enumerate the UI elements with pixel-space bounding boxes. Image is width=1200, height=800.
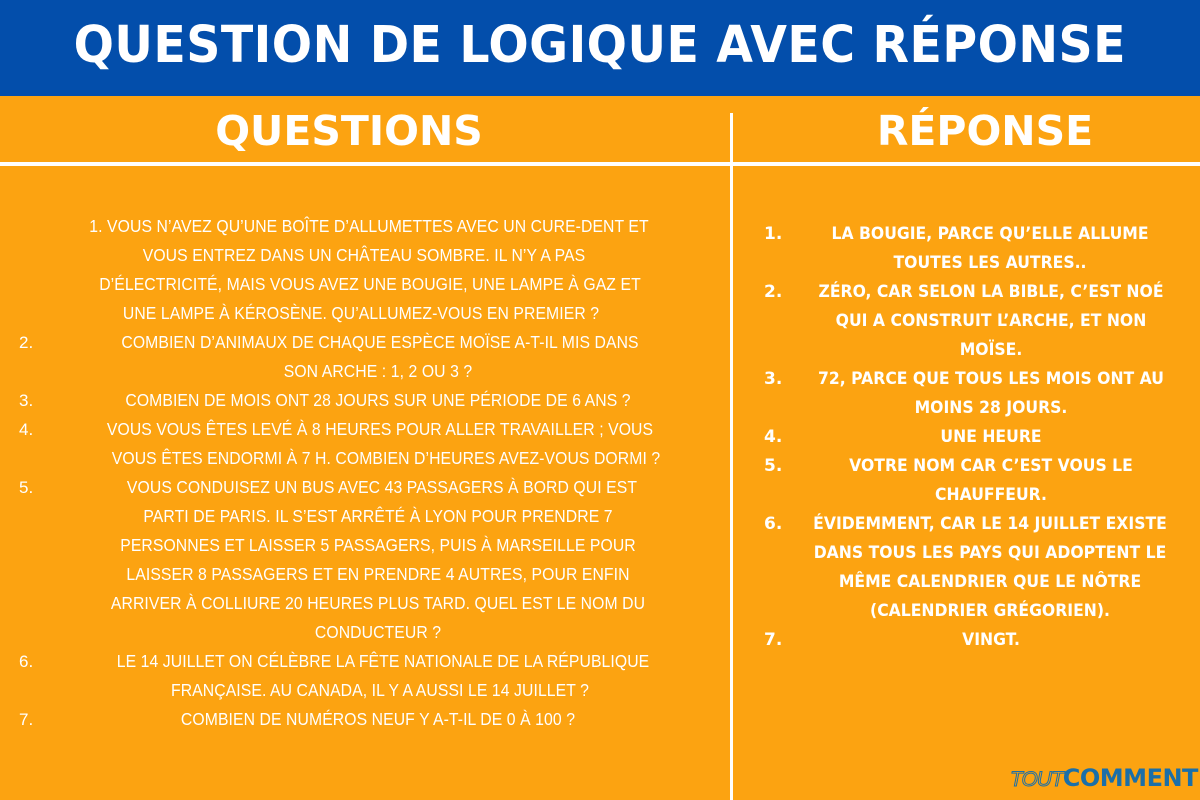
answer-line: TOUTES LES AUTRES.. [893,253,1087,273]
question-line: FRANÇAISE. AU CANADA, IL Y A AUSSI LE 14 JUILLET ? [171,680,589,700]
answer-line: LA BOUGIE, PARCE QU’ELLE ALLUME [831,224,1149,244]
answer-number: 5. [764,456,783,476]
question-line: LE 14 JUILLET ON CÉLÈBRE LA FÊTE NATIONALE DE LA RÉPUBLIQUE [116,651,650,671]
answer-number: 4. [764,427,783,447]
question-line: 1. VOUS N’AVEZ QU’UNE BOÎTE D’ALLUMETTES AVEC UN CURE-DENT ET [89,216,649,236]
question-line: VOUS ENTREZ DANS UN CHÂTEAU SOMBRE. IL N’Y A PAS [142,245,586,265]
answer-line: DANS TOUS LES PAYS QUI ADOPTENT LE [813,543,1167,563]
logo-text-comment: COMMENT [1062,764,1198,792]
question-line: VOUS ÊTES ENDORMI À 7 H. COMBIEN D’HEURES AVEZ-VOUS DORMI ? [111,448,661,468]
question-number: 7. [19,710,34,729]
horizontal-divider [0,162,1200,166]
answer-line: MOÏSE. [959,340,1023,360]
answer-line: QUI A CONSTRUIT L’ARCHE, ET NON [835,311,1147,331]
question-number: 3. [19,391,34,410]
question-line: UNE LAMPE À KÉROSÈNE. QU’ALLUMEZ-VOUS EN PREMIER ? [122,303,600,323]
answer-line: VINGT. [962,630,1020,650]
question-line: CONDUCTEUR ? [314,622,442,642]
question-line: ARRIVER À COLLIURE 20 HEURES PLUS TARD. QUEL EST LE NOM DU [110,593,646,613]
answer-number: 2. [764,282,783,302]
answer-line: 72, PARCE QUE TOUS LES MOIS ONT AU [817,369,1165,389]
question-line: COMBIEN DE MOIS ONT 28 JOURS SUR UNE PÉRIODE DE 6 ANS ? [125,390,631,410]
question-line: LAISSER 8 PASSAGERS ET EN PRENDRE 4 AUTRES, POUR ENFIN [126,564,630,584]
answers-heading: RÉPONSE [876,107,1094,155]
question-line: PARTI DE PARIS. IL S’EST ARRÊTÉ À LYON POUR PRENDRE 7 [143,506,613,526]
answer-number: 1. [764,224,783,244]
question-number: 4. [19,420,34,439]
page-title: QUESTION DE LOGIQUE AVEC RÉPONSE [73,15,1127,75]
answer-number: 6. [764,514,783,534]
answer-line: ZÉRO, CAR SELON LA BIBLE, C’EST NOÉ [818,282,1164,302]
answer-number: 3. [764,369,783,389]
title-banner [0,0,1200,96]
question-line: VOUS CONDUISEZ UN BUS AVEC 43 PASSAGERS À BORD QUI EST [126,477,638,497]
question-line: COMBIEN DE NUMÉROS NEUF Y A-T-IL DE 0 À 100 ? [180,709,576,729]
question-number: 6. [19,652,34,671]
logo-text-tout: TOUT [1010,768,1063,791]
question-line: COMBIEN D’ANIMAUX DE CHAQUE ESPÈCE MOÏSE A-T-IL MIS DANS [121,332,639,352]
answer-number: 7. [764,630,783,650]
vertical-divider [730,113,733,800]
questions-heading: QUESTIONS [215,107,483,155]
toutcomment-logo [1010,764,1198,794]
question-line: D’ÉLECTRICITÉ, MAIS VOUS AVEZ UNE BOUGIE, UNE LAMPE À GAZ ET [99,274,641,294]
question-line: VOUS VOUS ÊTES LEVÉ À 8 HEURES POUR ALLER TRAVAILLER ; VOUS [106,419,654,439]
answer-line: MÊME CALENDRIER QUE LE NÔTRE [838,572,1142,592]
question-number: 5. [19,478,34,497]
answer-line: (CALENDRIER GRÉGORIEN). [870,601,1110,621]
answer-line: ÉVIDEMMENT, CAR LE 14 JUILLET EXISTE [813,514,1167,534]
question-line: SON ARCHE : 1, 2 OU 3 ? [283,361,473,381]
answer-line: CHAUFFEUR. [935,485,1047,505]
question-line: PERSONNES ET LAISSER 5 PASSAGERS, PUIS À MARSEILLE POUR [120,535,636,555]
answer-line: VOTRE NOM CAR C’EST VOUS LE [849,456,1133,476]
answer-line: MOINS 28 JOURS. [914,398,1068,418]
answer-line: UNE HEURE [940,427,1042,447]
question-number: 2. [19,333,34,352]
